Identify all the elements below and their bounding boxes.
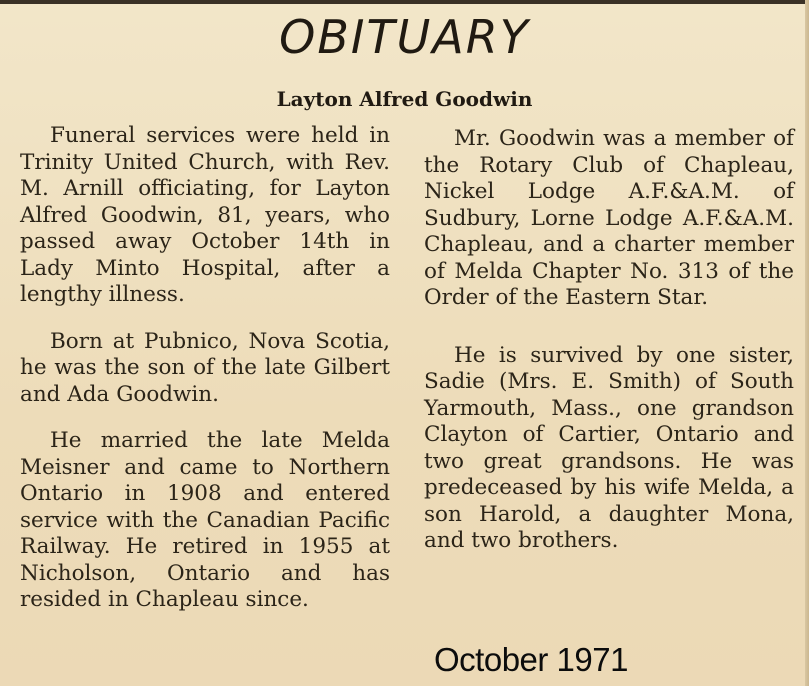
paragraph-birth: Born at Pubnico, Nova Scotia, he was the son of the late Gilbert and Ada Goodwin.: [20, 328, 390, 407]
paragraph-career: He married the late Melda Meisner and came to Northern Ontario in 1908 and entered service with the Canadian Pacific Railway. He retired in 1955 at Nicholson, Ontario and has resided in Chapleau since.: [20, 428, 390, 612]
paragraph-memberships: Mr. Goodwin was a member of the Rotary Club of Chapleau, Nickel Lodge A.F.&A.M. of Sudbury, Lorne Lodge A.F.&A.M. Chapleau, and a charter member of Melda Chapter No. 313 of the Order of the Eastern Star.: [424, 126, 794, 310]
obituary-heading: OBITUARY: [279, 10, 530, 64]
top-rule: [0, 0, 809, 4]
right-column: [424, 126, 794, 586]
paragraph-survivors: He is survived by one sister, Sadie (Mrs. E. Smith) of South Yarmouth, Mass., one grandson Clayton of Cartier, Ontario and two great grandsons. He was predeceased by his wife Melda, a son Harold, a daughter Mona, and two brothers.: [424, 342, 794, 553]
deceased-name: Layton Alfred Goodwin: [276, 87, 533, 111]
left-column: [20, 123, 390, 634]
paragraph-funeral: Funeral services were held in Trinity United Church, with Rev. M. Arnill officiating, for Layton Alfred Goodwin, 81, years, who passed away October 14th in Lady Minto Hospital, after a lengthy illness.: [20, 123, 390, 307]
date-annotation: October 1971: [434, 641, 628, 678]
